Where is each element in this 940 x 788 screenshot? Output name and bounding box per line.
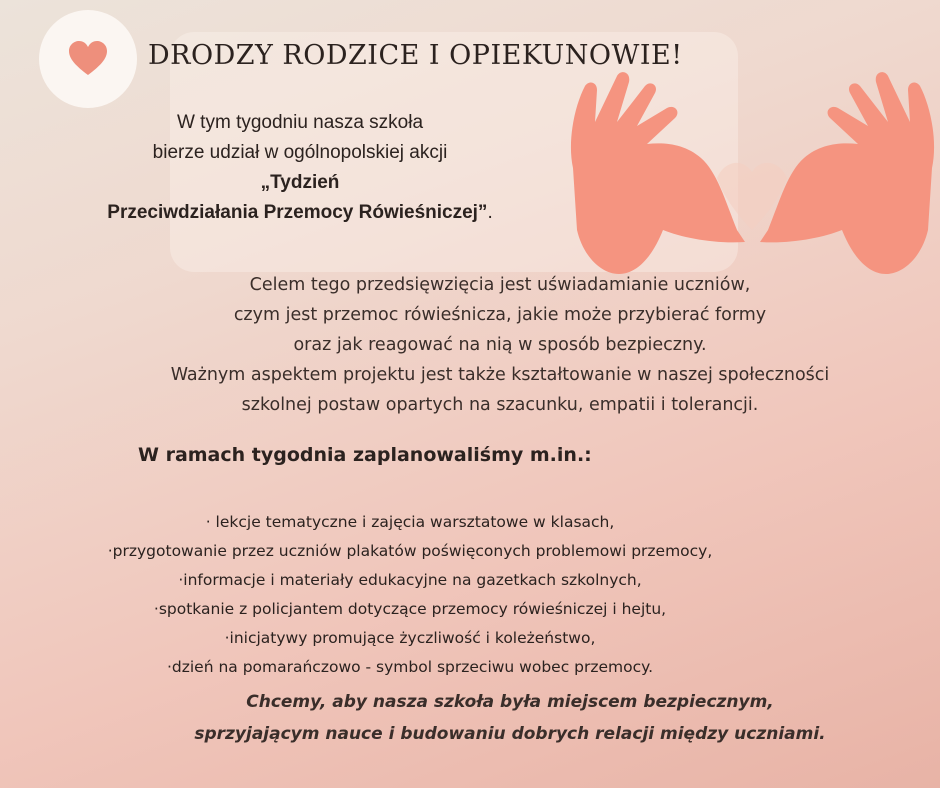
page-title: DRODZY RODZICE I OPIEKUNOWIE! <box>148 40 683 71</box>
intro-period: . <box>487 202 493 223</box>
intro-text <box>20 108 580 228</box>
goal-line: oraz jak reagować na nią w sposób bezpieczny. <box>293 335 707 355</box>
goal-line: szkolnej postaw opartych na szacunku, empatii i tolerancji. <box>241 395 759 415</box>
campaign-name-line-2: Przeciwdziałania Przemocy Rówieśniczej” <box>107 202 488 223</box>
goal-paragraph <box>90 270 910 420</box>
list-item: · lekcje tematyczne i zajęcia warsztatowe w klasach, <box>205 513 615 531</box>
goal-line: Ważnym aspektem projektu jest także kształtowanie w naszej społeczności <box>170 365 830 385</box>
closing-line-1: Chcemy, aby nasza szkoła była miejscem bezpiecznym, <box>246 692 774 712</box>
plan-heading: W ramach tygodnia zaplanowaliśmy m.in.: <box>138 444 592 466</box>
heart-hands-icon <box>565 60 940 285</box>
plan-list <box>20 508 800 682</box>
goal-line: Celem tego przedsięwzięcia jest uświadamianie uczniów, <box>249 275 751 295</box>
intro-line-1: W tym tygodniu nasza szkoła <box>176 112 424 133</box>
closing-statement <box>150 686 870 750</box>
campaign-name-line-1: „Tydzień <box>260 172 340 193</box>
closing-line-2: sprzyjającym nauce i budowaniu dobrych relacji między uczniami. <box>194 724 826 744</box>
heart-icon <box>68 41 108 77</box>
intro-line-2: bierze udział w ogólnopolskiej akcji <box>152 142 448 163</box>
list-item: ·dzień na pomarańczowo - symbol sprzeciwu wobec przemocy. <box>166 658 654 676</box>
list-item: ·przygotowanie przez uczniów plakatów poświęconych problemowi przemocy, <box>107 542 713 560</box>
list-item: ·spotkanie z policjantem dotyczące przemocy rówieśniczej i hejtu, <box>153 600 667 618</box>
list-item: ·inicjatywy promujące życzliwość i koleżeństwo, <box>224 629 596 647</box>
heart-badge <box>39 10 137 108</box>
list-item: ·informacje i materiały edukacyjne na gazetkach szkolnych, <box>178 571 642 589</box>
goal-line: czym jest przemoc rówieśnicza, jakie może przybierać formy <box>233 305 767 325</box>
